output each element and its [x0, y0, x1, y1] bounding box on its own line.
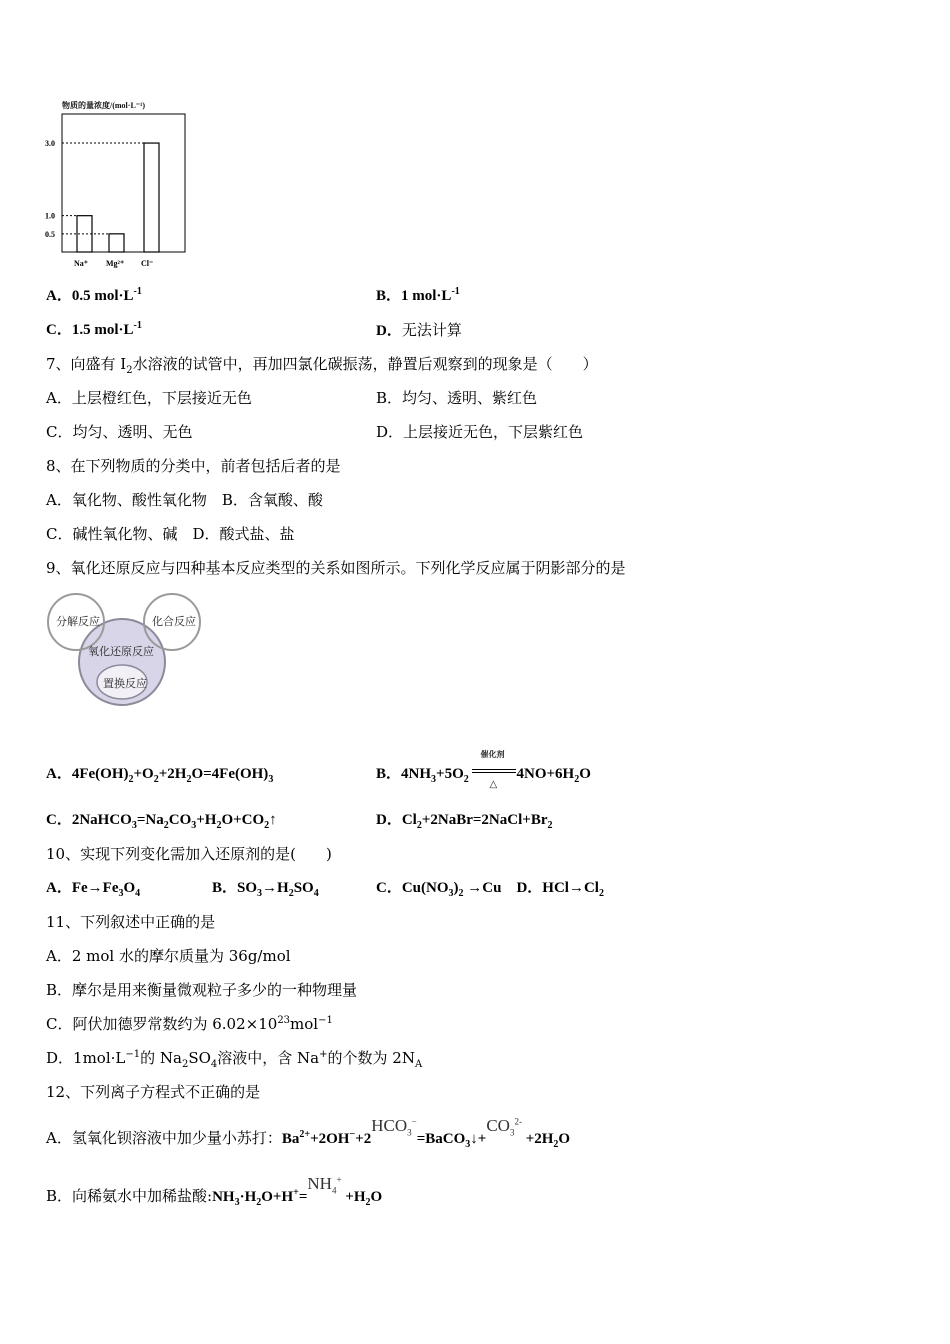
- q9-option-c[interactable]: C．$2NaHCO_3=Na_2CO_3+H_2O+CO_2↑$: [46, 812, 277, 831]
- displacement-label: 置换反应: [103, 677, 147, 690]
- q6-option-d[interactable]: D．无法计算: [376, 321, 462, 339]
- q8-options-cd[interactable]: C．碱性氧化物、碱 D．酸式盐、盐: [46, 525, 295, 543]
- heat-symbol: △: [489, 778, 498, 790]
- q9-stem: 9、氧化还原反应与四种基本反应类型的关系如图所示。下列化学反应属于阴影部分的是: [46, 559, 626, 577]
- q11-option-b[interactable]: B．摩尔是用来衡量微观粒子多少的一种物理量: [46, 981, 358, 999]
- q10-option-b[interactable]: B．$SO_3\to H_2SO_4$: [212, 880, 319, 899]
- q11-option-d[interactable]: D．$1mol\cdot L^{-1}$的 $Na_2SO_4$溶液中，含 Na+的个数为 $2N_A$: [46, 1049, 423, 1070]
- concentration-chart: [40, 92, 200, 272]
- chart-y-tick: 0.5: [45, 229, 55, 239]
- q12-stem: 12、下列离子方程式不正确的是: [46, 1083, 261, 1101]
- q7-option-b[interactable]: B．均匀、透明、紫红色: [376, 389, 538, 407]
- chart-ylabel: 物质的量浓度/(mol·L⁻¹): [62, 101, 146, 110]
- decomposition-label: 分解反应: [56, 615, 100, 628]
- venn-diagram: [44, 592, 204, 710]
- chart-x-label: Cl⁻: [141, 259, 154, 268]
- q6-option-a[interactable]: A．0.5 $mol\cdot L^{-1}$: [46, 286, 142, 304]
- chart-x-label: Mg²⁺: [106, 259, 125, 268]
- chart-y-tick: 3.0: [45, 139, 55, 149]
- q12-option-a[interactable]: A．氢氧化钡溶液中加少量小苏打：$Ba^{2+}+2OH^-+2HCO_3^-=BaCO_3↓+CO_3^{2-} +2H_2O$: [46, 1116, 571, 1150]
- catalyst-label: 催化剂: [480, 749, 505, 759]
- q11-stem: 11、下列叙述中正确的是: [46, 913, 216, 931]
- chart-bar: [144, 143, 159, 252]
- q9-option-a[interactable]: A．$4Fe(OH)_2+O_2+2H_2O=4Fe(OH)_3$: [46, 766, 274, 785]
- redox-label: 氧化还原反应: [88, 645, 154, 658]
- q7-stem: 7、向盛有 $I_2$水溶液的试管中，再加四氯化碳振荡，静置后观察到的现象是（ ）: [46, 355, 598, 376]
- chart-svg: [40, 92, 200, 272]
- q7-option-d[interactable]: D．上层接近无色，下层紫红色: [376, 423, 584, 441]
- combination-label: 化合反应: [152, 615, 196, 628]
- q9-option-d[interactable]: D．$Cl_2+2NaBr=2NaCl+Br_2$: [376, 812, 553, 831]
- q8-options-ab[interactable]: A．氧化物、酸性氧化物 B．含氧酸、酸: [46, 491, 323, 509]
- chart-x-label: Na⁺: [74, 259, 88, 268]
- q7-option-a[interactable]: A．上层橙红色，下层接近无色: [46, 389, 252, 407]
- venn-svg: [44, 592, 204, 710]
- catalyst-arrow: [472, 749, 516, 790]
- chart-bar: [109, 234, 124, 252]
- chart-y-tick: 1.0: [45, 211, 55, 221]
- q8-stem: 8、在下列物质的分类中，前者包括后者的是: [46, 457, 341, 475]
- ammonium-ion: $NH_4^+$: [307, 1174, 342, 1196]
- bicarbonate-ion: $HCO_3^-$: [371, 1116, 417, 1138]
- q10-stem: 10、实现下列变化需加入还原剂的是( ): [46, 845, 332, 863]
- q7-option-c[interactable]: C．均匀、透明、无色: [46, 423, 193, 441]
- q11-option-a[interactable]: A．2 mol 水的摩尔质量为 36g/mol: [46, 947, 291, 965]
- q10-option-a[interactable]: A．$Fe\to Fe_3O_4$: [46, 880, 141, 899]
- q6-option-c[interactable]: C．1.5 $mol\cdot L^{-1}$: [46, 320, 142, 338]
- q11-option-c[interactable]: C．阿伏加德罗常数约为 $6.02\times 10^{23}mol^{-1}$: [46, 1015, 333, 1033]
- q6-option-b[interactable]: B．1 $mol\cdot L^{-1}$: [376, 286, 460, 304]
- q9-option-b[interactable]: B．$4NH_3+5O_2$ 催化剂 △ $4NO+6H_2O$: [376, 764, 591, 784]
- carbonate-ion: $CO_3^{2-}$: [486, 1116, 522, 1138]
- q10-option-c[interactable]: C．$Cu(NO_3)_2 \to Cu$ D．$HCl\to Cl_2$: [376, 880, 604, 899]
- q12-option-b[interactable]: B．向稀氨水中加稀盐酸$:NH_3\cdot H_2O+H^+=NH_4^+ +H_2O$: [46, 1174, 383, 1208]
